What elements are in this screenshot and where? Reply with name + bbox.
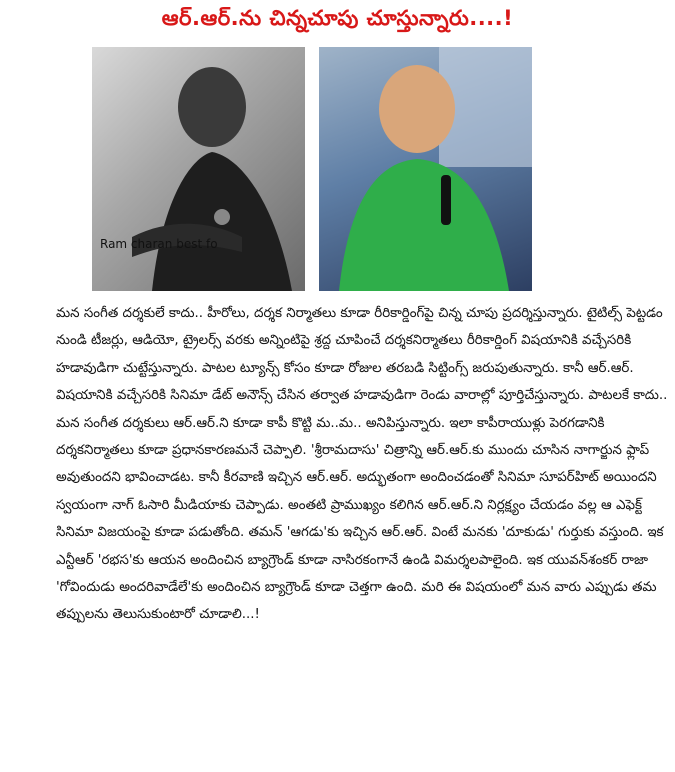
portrait-illustration-left — [92, 47, 305, 291]
portrait-illustration-right — [319, 47, 532, 291]
photo-right — [319, 47, 532, 291]
photo-caption: Ram charan best fo — [100, 237, 218, 251]
article-paragraph: మన సంగీత దర్శకులే కాదు.. హీరోలు, దర్శక నిర్మాతలు కూడా రీరికార్డింగ్‌పై చిన్న చూపు ప్రదర్శిస్తున్నారు. టైటిల్స్ పెట్టడం నుండి టీజర్లు, ఆడియో, ట్రైలర్స్ వరకు అన్నింటిపై శ్రద్ద చూపించే దర్శకనిర్మాతలు రీరికార్డింగ్ విషయానికి వచ్చేసరికి హడావుడిగా చుట్టేస్తున్నారు. పాటల ట్యూన్స్ కోసం కూడా రోజుల తరబడి సిట్టింగ్స్ జరుపుతున్నారు. కానీ ఆర్.ఆర్. విషయానికి వచ్చేసరికి సినిమా డేట్ అనౌన్స్ చేసిన తర్వాత హడావుడిగా రెండు వారాల్లో పూర్తిచేస్తున్నారు. పాటలకే కాదు.. మన సంగీత దర్శకులు ఆర్.ఆర్.ని కూడా కాపీ కొట్టి మ..మ.. అనిపిస్తున్నారు. ఇలా కాపీరాయుళ్లు పెరగడానికి దర్శకనిర్మాతలు కూడా ప్రధానకారణమనే చెప్పాలి. 'శ్రీరామదాసు' చిత్రాన్ని ఆర్.ఆర్.కు ముందు చూసిన నాగార్జున ఫ్లాప్ అవుతుందని భావించాడట. కానీ కీరవాణి ఇచ్చిన ఆర్.ఆర్. అద్భుతంగా అందించడంతో సినిమా సూపర్‌హిట్ అయిందని స్వయంగా నాగ్ ఓసారి మీడియాకు చెప్పాడు. అంతటి ప్రాముఖ్యం కలిగిన ఆర్.ఆర్.ని నిర్లక్ష్యం చేయడం వల్ల ఆ ఎఫెక్ట్ సినిమా విజయంపై కూడా పడుతోంది. తమన్ 'ఆగడు'కు ఇచ్చిన ఆర్.ఆర్. వింటే మనకు 'దూకుడు' గుర్తుకు వస్తుంది. ఇక ఎన్టీఆర్ 'రభస'కు ఆయన అందించిన బ్యాగ్రౌండ్ కూడా నాసిరకంగానే ఉండి విమర్శలపాలైంది. ఇక యువన్‌శంకర్ రాజా 'గోవిందుడు అందరివాడేలే'కు అందించిన బ్యాగ్రౌండ్ కూడా చెత్తగా ఉంది. మరి ఈ విషయంలో మన వారు ఎప్పుడు తమ తప్పులను తెలుసుకుంటారో చూడాలి...! — [56, 306, 668, 623]
article-body — [56, 300, 668, 629]
photo-row — [92, 47, 532, 291]
photo-left — [92, 47, 305, 291]
page-title: ఆర్.ఆర్.ను చిన్నచూపు చూస్తున్నారు....! — [161, 6, 514, 30]
